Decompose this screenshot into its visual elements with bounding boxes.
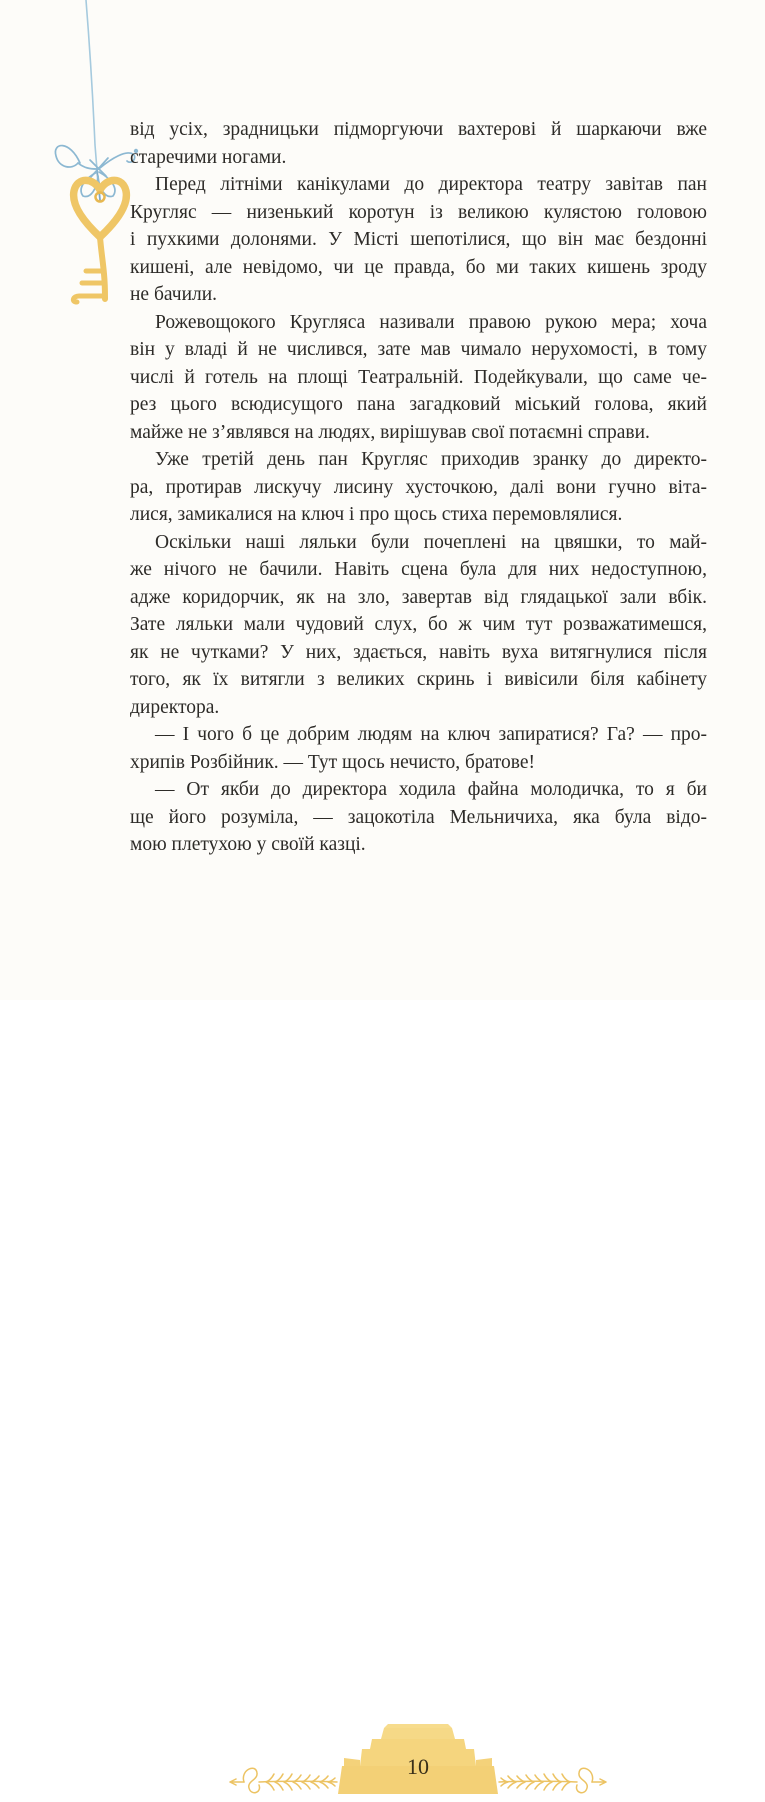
text-line: і пухкими долонями. У Місті шепотілися, що він має бездонні: [130, 229, 707, 250]
dialogue-paragraph: [130, 721, 707, 776]
text-line: же нічого не бачили. Навіть сцена була для них недоступною,: [130, 559, 707, 580]
text-line: — От якби до директора ходила файна молодичка, то я би: [155, 779, 707, 800]
dialogue-paragraph: [130, 776, 707, 859]
page-text: [130, 116, 707, 859]
text-line: не бачили.: [130, 284, 218, 305]
text-line: Уже третій день пан Кругляс приходив зранку до директо-: [155, 449, 707, 470]
text-line: директора.: [130, 696, 220, 718]
text-line: — І чого б це добрим людям на ключ запиратися? Га? — про-: [155, 724, 707, 745]
text-line: Зате ляльки мали чудовий слух, бо ж чим тут розважатимешся,: [130, 614, 707, 635]
text-line: ра, протирав лискучу лисину хусточкою, далі вони гучно віта-: [130, 476, 707, 498]
paragraph: [130, 171, 707, 309]
text-line: Оскільки наші ляльки були почеплені на цвяшки, то май-: [155, 531, 707, 553]
text-line: старечими ногами.: [130, 146, 287, 168]
paragraph: [130, 116, 707, 171]
left-flourish-ornament: [228, 1760, 340, 1802]
paragraph: [130, 446, 707, 529]
text-line: Перед літніми канікулами до директора театру завітав пан: [155, 174, 707, 195]
text-line: мою плетухою у своїй казці.: [130, 834, 366, 855]
footer-ornament: [0, 858, 765, 1779]
paragraph: [130, 309, 707, 447]
text-line: того, як їх витягли з великих скринь і вивісили біля кабінету: [130, 669, 707, 690]
text-line: кишені, але невідомо, чи це правда, бо ми таких кишень зроду: [130, 256, 707, 278]
text-line: як не чутками? У них, здається, навіть вуха витягнулися після: [130, 641, 707, 663]
page-number: 10: [407, 1754, 429, 1779]
text-line: він у владі й не числився, зате мав чимало нерухомості, в тому: [130, 339, 707, 360]
text-line: від усіх, зрадницьки підморгуючи вахтерові й шаркаючи вже: [130, 119, 707, 140]
text-line: Рожевощокого Кругляса називали правою рукою мера; хоча: [155, 311, 707, 333]
text-line: майже не з’являвся на людях, вирішував свої потаємні справи.: [130, 421, 650, 443]
text-line: рез цього всюдисущого пана загадковий міський голова, який: [130, 394, 707, 415]
paragraph: [130, 529, 707, 722]
text-line: числі й готель на площі Театральній. Подейкували, що саме че-: [130, 366, 707, 388]
text-line: хрипів Розбійник. — Тут щось нечисто, братове!: [130, 751, 536, 773]
text-line: лися, замикалися на ключ і про щось стиха перемовлялися.: [130, 504, 623, 525]
text-line: ще його розуміла, — зацокотіла Мельничиха, яка була відо-: [130, 806, 707, 828]
right-flourish-ornament: [496, 1760, 608, 1802]
text-line: адже коридорчик, як на зло, завертав від глядацької зали вбік.: [130, 586, 707, 608]
text-line: Кругляс — низенький коротун із великою кулястою головою: [130, 201, 707, 223]
